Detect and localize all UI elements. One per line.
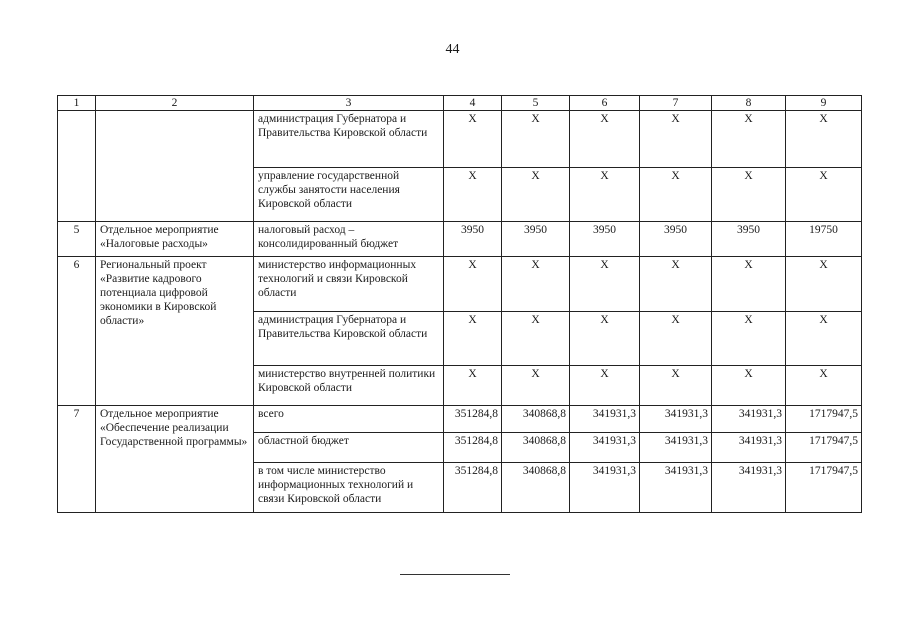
column-number-row — [58, 96, 862, 111]
row-number — [58, 111, 96, 222]
value-cell: 341931,3 — [640, 463, 712, 513]
value-cell: 341931,3 — [712, 463, 786, 513]
table-row — [58, 111, 862, 168]
value-cell: 1717947,5 — [786, 406, 862, 433]
value-cell: 19750 — [786, 222, 862, 257]
value-cell: X — [640, 257, 712, 312]
value-cell: X — [712, 257, 786, 312]
value-cell: 3950 — [444, 222, 502, 257]
value-cell: X — [640, 111, 712, 168]
value-cell: X — [570, 312, 640, 366]
column-header: 6 — [570, 96, 640, 111]
column-header: 9 — [786, 96, 862, 111]
value-cell: X — [786, 111, 862, 168]
table-row — [58, 257, 862, 312]
value-cell: 3950 — [712, 222, 786, 257]
executor-cell: министерство внутренней политики Кировской области — [254, 366, 444, 406]
value-cell: 3950 — [570, 222, 640, 257]
column-header: 1 — [58, 96, 96, 111]
value-cell: 341931,3 — [640, 406, 712, 433]
executor-cell: управление государственной службы занятости населения Кировской области — [254, 168, 444, 222]
value-cell: 1717947,5 — [786, 433, 862, 463]
row-number: 6 — [58, 257, 96, 406]
value-cell: 341931,3 — [712, 406, 786, 433]
value-cell: X — [712, 366, 786, 406]
value-cell: X — [640, 312, 712, 366]
value-cell: X — [502, 257, 570, 312]
column-header: 5 — [502, 96, 570, 111]
value-cell: X — [502, 111, 570, 168]
value-cell: 341931,3 — [640, 433, 712, 463]
value-cell: X — [570, 366, 640, 406]
value-cell: 351284,8 — [444, 463, 502, 513]
row-number: 5 — [58, 222, 96, 257]
executor-cell: администрация Губернатора и Правительства Кировской области — [254, 312, 444, 366]
value-cell: X — [502, 312, 570, 366]
footnote-separator-line — [400, 574, 510, 575]
value-cell: 3950 — [640, 222, 712, 257]
executor-cell: администрация Губернатора и Правительства Кировской области — [254, 111, 444, 168]
executor-cell: областной бюджет — [254, 433, 444, 463]
value-cell: X — [502, 366, 570, 406]
value-cell: X — [640, 168, 712, 222]
value-cell: X — [444, 312, 502, 366]
value-cell: 341931,3 — [570, 406, 640, 433]
value-cell: 3950 — [502, 222, 570, 257]
value-cell: 341931,3 — [570, 433, 640, 463]
value-cell: X — [444, 168, 502, 222]
table-row — [58, 222, 862, 257]
value-cell: 341931,3 — [570, 463, 640, 513]
executor-cell: министерство информационных технологий и связи Кировской области — [254, 257, 444, 312]
value-cell: X — [712, 312, 786, 366]
value-cell: X — [444, 111, 502, 168]
value-cell: 340868,8 — [502, 433, 570, 463]
value-cell: 1717947,5 — [786, 463, 862, 513]
value-cell: X — [502, 168, 570, 222]
value-cell: X — [444, 257, 502, 312]
column-header: 8 — [712, 96, 786, 111]
column-header: 2 — [96, 96, 254, 111]
column-header: 4 — [444, 96, 502, 111]
value-cell: X — [786, 168, 862, 222]
event-name: Региональный проект «Развитие кадрового потенциала цифровой экономики в Кировской области» — [96, 257, 254, 406]
program-table — [57, 95, 862, 513]
event-name: Отдельное мероприятие «Обеспечение реализации Государственной программы» — [96, 406, 254, 513]
value-cell: X — [640, 366, 712, 406]
event-name — [96, 111, 254, 222]
table-row — [58, 406, 862, 433]
executor-cell: всего — [254, 406, 444, 433]
value-cell: X — [712, 111, 786, 168]
value-cell: X — [444, 366, 502, 406]
value-cell: 340868,8 — [502, 406, 570, 433]
value-cell: 340868,8 — [502, 463, 570, 513]
column-header: 3 — [254, 96, 444, 111]
value-cell: 341931,3 — [712, 433, 786, 463]
value-cell: X — [786, 312, 862, 366]
value-cell: X — [570, 168, 640, 222]
executor-cell: в том числе министерство информационных технологий и связи Кировской области — [254, 463, 444, 513]
value-cell: 351284,8 — [444, 433, 502, 463]
column-header: 7 — [640, 96, 712, 111]
executor-cell: налоговый расход – консолидированный бюджет — [254, 222, 444, 257]
value-cell: X — [786, 366, 862, 406]
row-number: 7 — [58, 406, 96, 513]
value-cell: X — [786, 257, 862, 312]
page-number: 44 — [445, 42, 460, 57]
value-cell: X — [570, 111, 640, 168]
event-name: Отдельное мероприятие «Налоговые расходы» — [96, 222, 254, 257]
value-cell: 351284,8 — [444, 406, 502, 433]
value-cell: X — [570, 257, 640, 312]
value-cell: X — [712, 168, 786, 222]
